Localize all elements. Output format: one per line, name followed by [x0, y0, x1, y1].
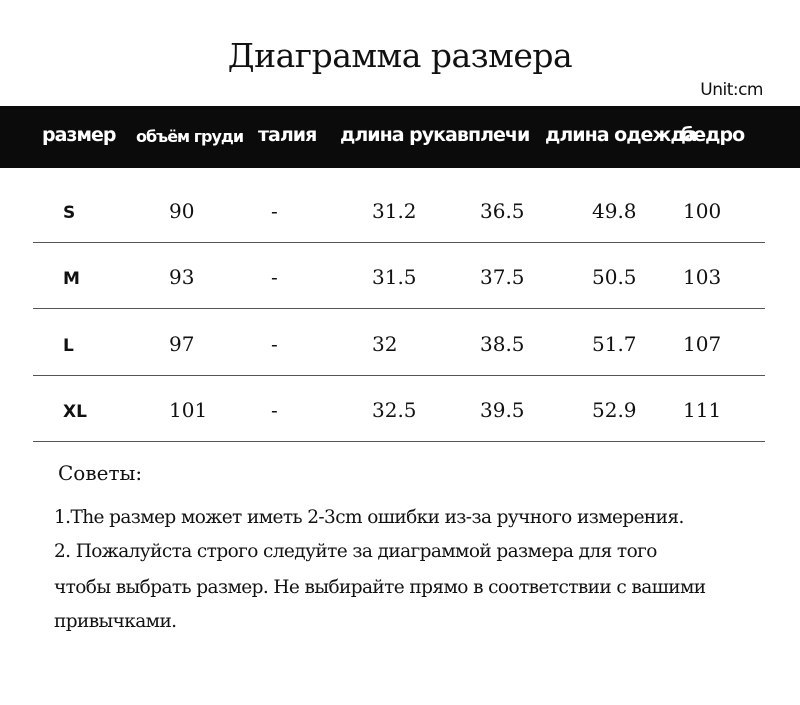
- tips-title: Советы:: [58, 461, 143, 485]
- row-divider: [33, 441, 765, 442]
- cell-waist: -: [271, 398, 278, 422]
- unit-label: Unit:cm: [700, 80, 763, 100]
- tip-line: 1.The размер может иметь 2-3cm ошибки из-за ручного измерения.: [54, 507, 684, 528]
- table-row: [33, 376, 765, 442]
- header-length: длина одежда: [545, 124, 697, 146]
- cell-size: S: [63, 203, 76, 223]
- header-size: размер: [42, 124, 116, 146]
- cell-hip: 111: [683, 398, 722, 422]
- cell-hip: 107: [683, 332, 722, 356]
- cell-sleeve-length: 32: [372, 332, 398, 356]
- cell-sleeve-length: 32.5: [372, 398, 417, 422]
- table-row: [33, 243, 765, 309]
- cell-shoulder: 39.5: [480, 398, 525, 422]
- tip-line: привычками.: [54, 611, 177, 632]
- cell-length: 51.7: [592, 332, 637, 356]
- cell-length: 49.8: [592, 199, 637, 223]
- tip-line: чтобы выбрать размер. Не выбирайте прямо в соответствии с вашими: [54, 577, 706, 598]
- cell-size: XL: [63, 402, 87, 422]
- header-chest: объём груди: [136, 127, 244, 146]
- cell-sleeve-length: 31.5: [372, 265, 417, 289]
- cell-shoulder: 37.5: [480, 265, 525, 289]
- cell-hip: 100: [683, 199, 722, 223]
- table-row: [33, 310, 765, 376]
- cell-chest: 97: [169, 332, 195, 356]
- row-divider: [33, 308, 765, 309]
- cell-length: 50.5: [592, 265, 637, 289]
- header-shoulder: плечи: [468, 124, 530, 146]
- table-row: [33, 177, 765, 243]
- cell-sleeve-length: 31.2: [372, 199, 417, 223]
- header-waist: талия: [258, 124, 317, 146]
- cell-size: M: [63, 269, 80, 289]
- table-header: [0, 106, 800, 168]
- header-sleeve-length: длина рукав: [340, 124, 468, 146]
- cell-hip: 103: [683, 265, 722, 289]
- cell-waist: -: [271, 332, 278, 356]
- cell-length: 52.9: [592, 398, 637, 422]
- cell-shoulder: 38.5: [480, 332, 525, 356]
- cell-shoulder: 36.5: [480, 199, 525, 223]
- cell-chest: 101: [169, 398, 208, 422]
- cell-waist: -: [271, 199, 278, 223]
- page-title: Диаграмма размера: [227, 36, 573, 75]
- tip-line: 2. Пожалуйста строго следуйте за диаграммой размера для того: [54, 541, 657, 562]
- cell-chest: 93: [169, 265, 195, 289]
- cell-waist: -: [271, 265, 278, 289]
- header-hip: бедро: [681, 124, 745, 146]
- cell-chest: 90: [169, 199, 195, 223]
- cell-size: L: [63, 336, 74, 356]
